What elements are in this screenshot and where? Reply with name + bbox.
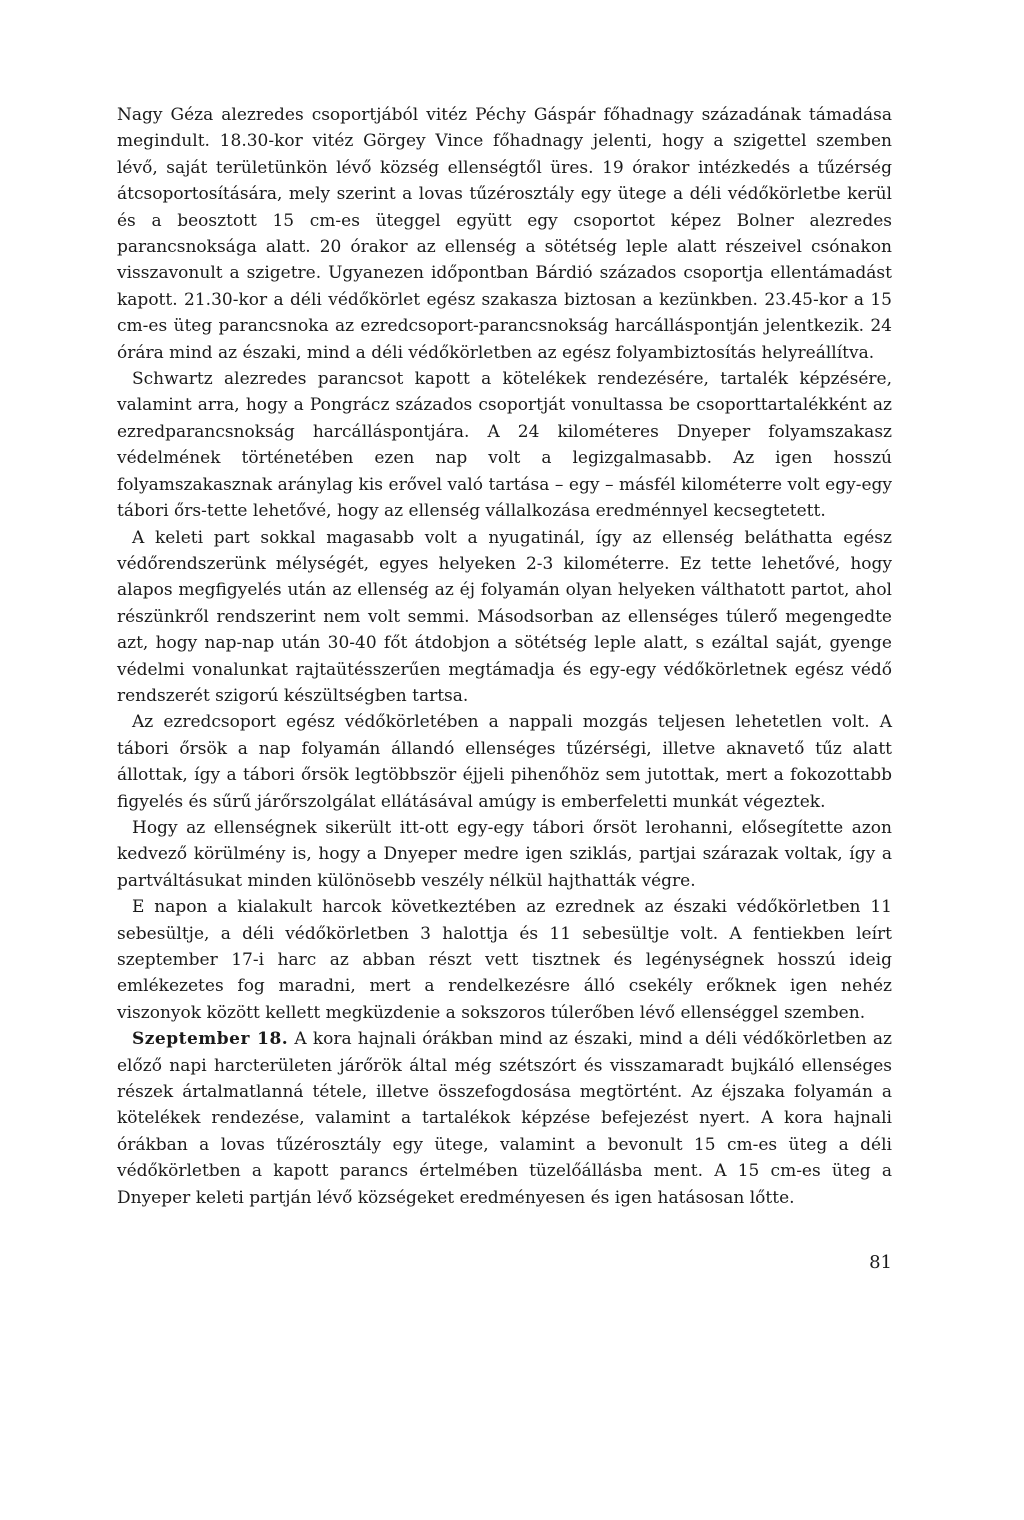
page-body (117, 102, 892, 1211)
paragraph-3-text: A keleti part sokkal magasabb volt a nyugatinál, így az ellenség beláthatta egész védőrendszerünk mélységét, egyes helyeken 2-3 kilométerre. Ez tette lehetővé, hogy alapos megfigyelés után az ellenség az éj folyamán olyan helyeken válthatott partot, ahol részünkről rendszerint nem volt semmi. Másodsorban az ellenséges túlerő megengedte azt, hogy nap-nap után 30-40 főt átdobjon a sötétség leple alatt, s ezáltal saját, gyenge védelmi vonalunkat rajtaütésszerűen megtámadja és egy-egy védőkörletnek egész védő rendszerét szigorú készültségben tartsa. (117, 527, 892, 706)
paragraph-7-text: A kora hajnali órákban mind az északi, mind a déli védőkörletben az előző napi harcterületen járőrök által még szétszórt és visszamaradt bujkáló ellenséges részek ártalmatlanná tétele, illetve összefogdosása megtörtént. Az éjszaka folyamán a kötelékek rendezése, valamint a tartalékok képzése befejezést nyert. A kora hajnali órákban a lovas tűzérosztály egy ütege, valamint a bevonult 15 cm-es üteg a déli védőkörletben a kapott parancs értelmében tüzelőállásba ment. A 15 cm-es üteg a Dnyeper keleti partján lévő községeket eredményesen és igen hatásosan lőtte. (117, 1029, 892, 1208)
paragraph-6 (117, 894, 892, 1026)
paragraph-6-text: E napon a kialakult harcok következtében az ezrednek az északi védőkörletben 11 sebesültje, a déli védőkörletben 3 halottja és 11 sebesültje volt. A fentiekben leírt szeptember 17-i harc az abban részt vett tisztnek és legénységnek hosszú ideig emlékezetes fog maradni, mert a rendelkezésre álló csekély erőknek igen nehéz viszonyok között kellett megküzdenie a sokszoros túlerőben lévő ellenséggel szemben. (117, 897, 892, 1023)
paragraph-4 (117, 709, 892, 815)
page-number: 81 (869, 1252, 892, 1273)
paragraph-1-text: Nagy Géza alezredes csoportjából vitéz Péchy Gáspár főhadnagy századának támadása megindult. 18.30-kor vitéz Görgey Vince főhadnagy jelenti, hogy a szigettel szemben lévő, saját területünkön lévő község ellenségtől üres. 19 órakor intézkedés a tűzérség átcsoportosítására, mely szerint a lovas tűzérosztály egy ütege a déli védőkörletbe kerül és a beosztott 15 cm-es üteggel együtt egy csoportot képez Bolner alezredes parancsnoksága alatt. 20 órakor az ellenség a sötétség leple alatt részeivel csónakon visszavonult a szigetre. Ugyanezen időpontban Bárdió százados csoportja ellentámadást kapott. 21.30-kor a déli védőkörlet egész szakasza biztosan a kezünkben. 23.45-kor a 15 cm-es üteg parancsnoka az ezredcsoport-parancsnokság harcálláspontján jelentkezik. 24 órára mind az északi, mind a déli védőkörletben az egész folyambiztosítás helyreállítva. (117, 105, 892, 363)
paragraph-4-text: Az ezredcsoport egész védőkörletében a nappali mozgás teljesen lehetetlen volt. A tábori őrsök a nap folyamán állandó ellenséges tűzérségi, illetve aknavető tűz alatt állottak, így a tábori őrsök legtöbbször éjjeli pihenőhöz sem jutottak, mert a fokozottabb figyelés és sűrű járőrszolgálat ellátásával amúgy is emberfeletti munkát végeztek. (117, 712, 892, 812)
paragraph-1 (117, 102, 892, 366)
paragraph-3 (117, 525, 892, 710)
paragraph-2 (117, 366, 892, 524)
paragraph-7 (117, 1026, 892, 1211)
date-heading: Szeptember 18. (132, 1029, 289, 1050)
paragraph-2-text: Schwartz alezredes parancsot kapott a kötelékek rendezésére, tartalék képzésére, valamint arra, hogy a Pongrácz százados csoportját vonultassa be csoporttartalékként az ezredparancsnokság harcálláspontjára. A 24 kilométeres Dnyeper folyamszakasz védelmének történetében ezen nap volt a legizgalmasabb. Az igen hosszú folyamszakasznak aránylag kis erővel való tartása – egy – másfél kilométerre volt egy-egy tábori őrs-tette lehetővé, hogy az ellenség vállalkozása eredménnyel kecsegtetett. (117, 369, 892, 522)
paragraph-5-text: Hogy az ellenségnek sikerült itt-ott egy-egy tábori őrsöt lerohanni, elősegítette azon kedvező körülmény is, hogy a Dnyeper medre igen sziklás, partjai szárazak voltak, így a partváltásukat minden különösebb veszély nélkül hajthatták végre. (117, 817, 892, 891)
paragraph-5 (117, 815, 892, 894)
